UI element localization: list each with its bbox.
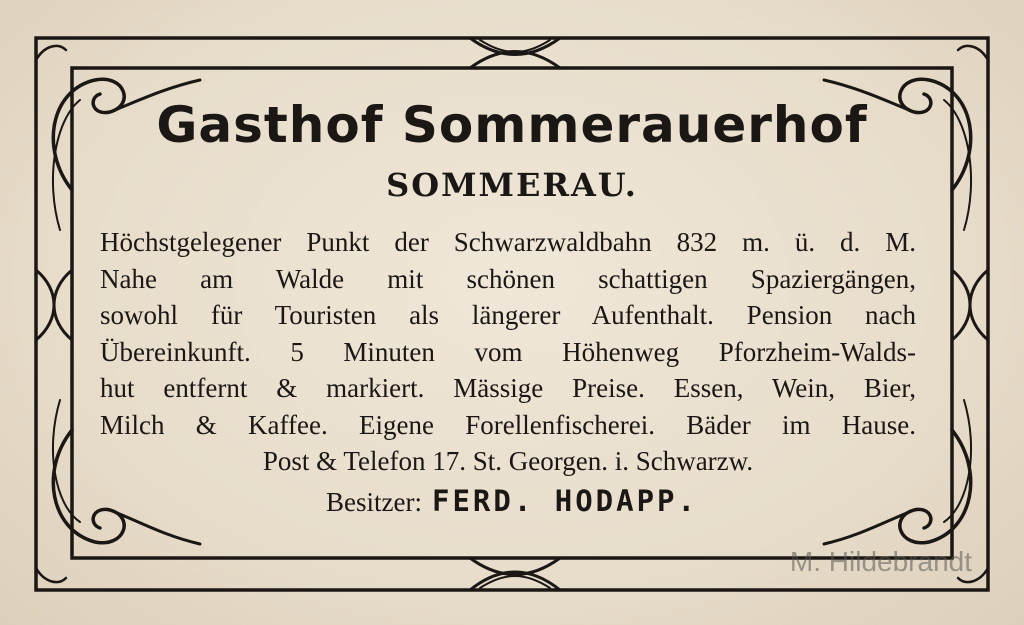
description-line: hut entfernt & markiert. Mässige Preise. Essen, Wein, Bier, [100, 373, 916, 403]
description-line: Übereinkunft. 5 Minuten vom Höhenweg Pforzheim-Walds- [100, 336, 916, 367]
description-line: sowohl für Touristen als längerer Aufenthalt. Pension nach [100, 300, 916, 330]
owner-line [0, 484, 1024, 518]
watermark: M. Hildebrandt [789, 546, 972, 577]
description-line: Nahe am Walde mit schönen schattigen Spaziergängen, [100, 263, 916, 294]
description-line: Höchstgelegener Punkt der Schwarzwaldbahn 832 m. ü. d. M. [100, 227, 916, 257]
location-subtitle: SOMMERAU. [386, 166, 638, 204]
owner-name: FERD. HODAPP. [431, 484, 698, 518]
description-line: Milch & Kaffee. Eigene Forellenfischerei. Bäder im Hause. [100, 409, 916, 440]
business-title: Gasthof Sommerauerhof [156, 96, 868, 154]
owner-label: Besitzer: [326, 487, 422, 517]
contact-line: Post & Telefon 17. St. Georgen. i. Schwarzw. [262, 446, 754, 476]
description-block [100, 224, 916, 480]
